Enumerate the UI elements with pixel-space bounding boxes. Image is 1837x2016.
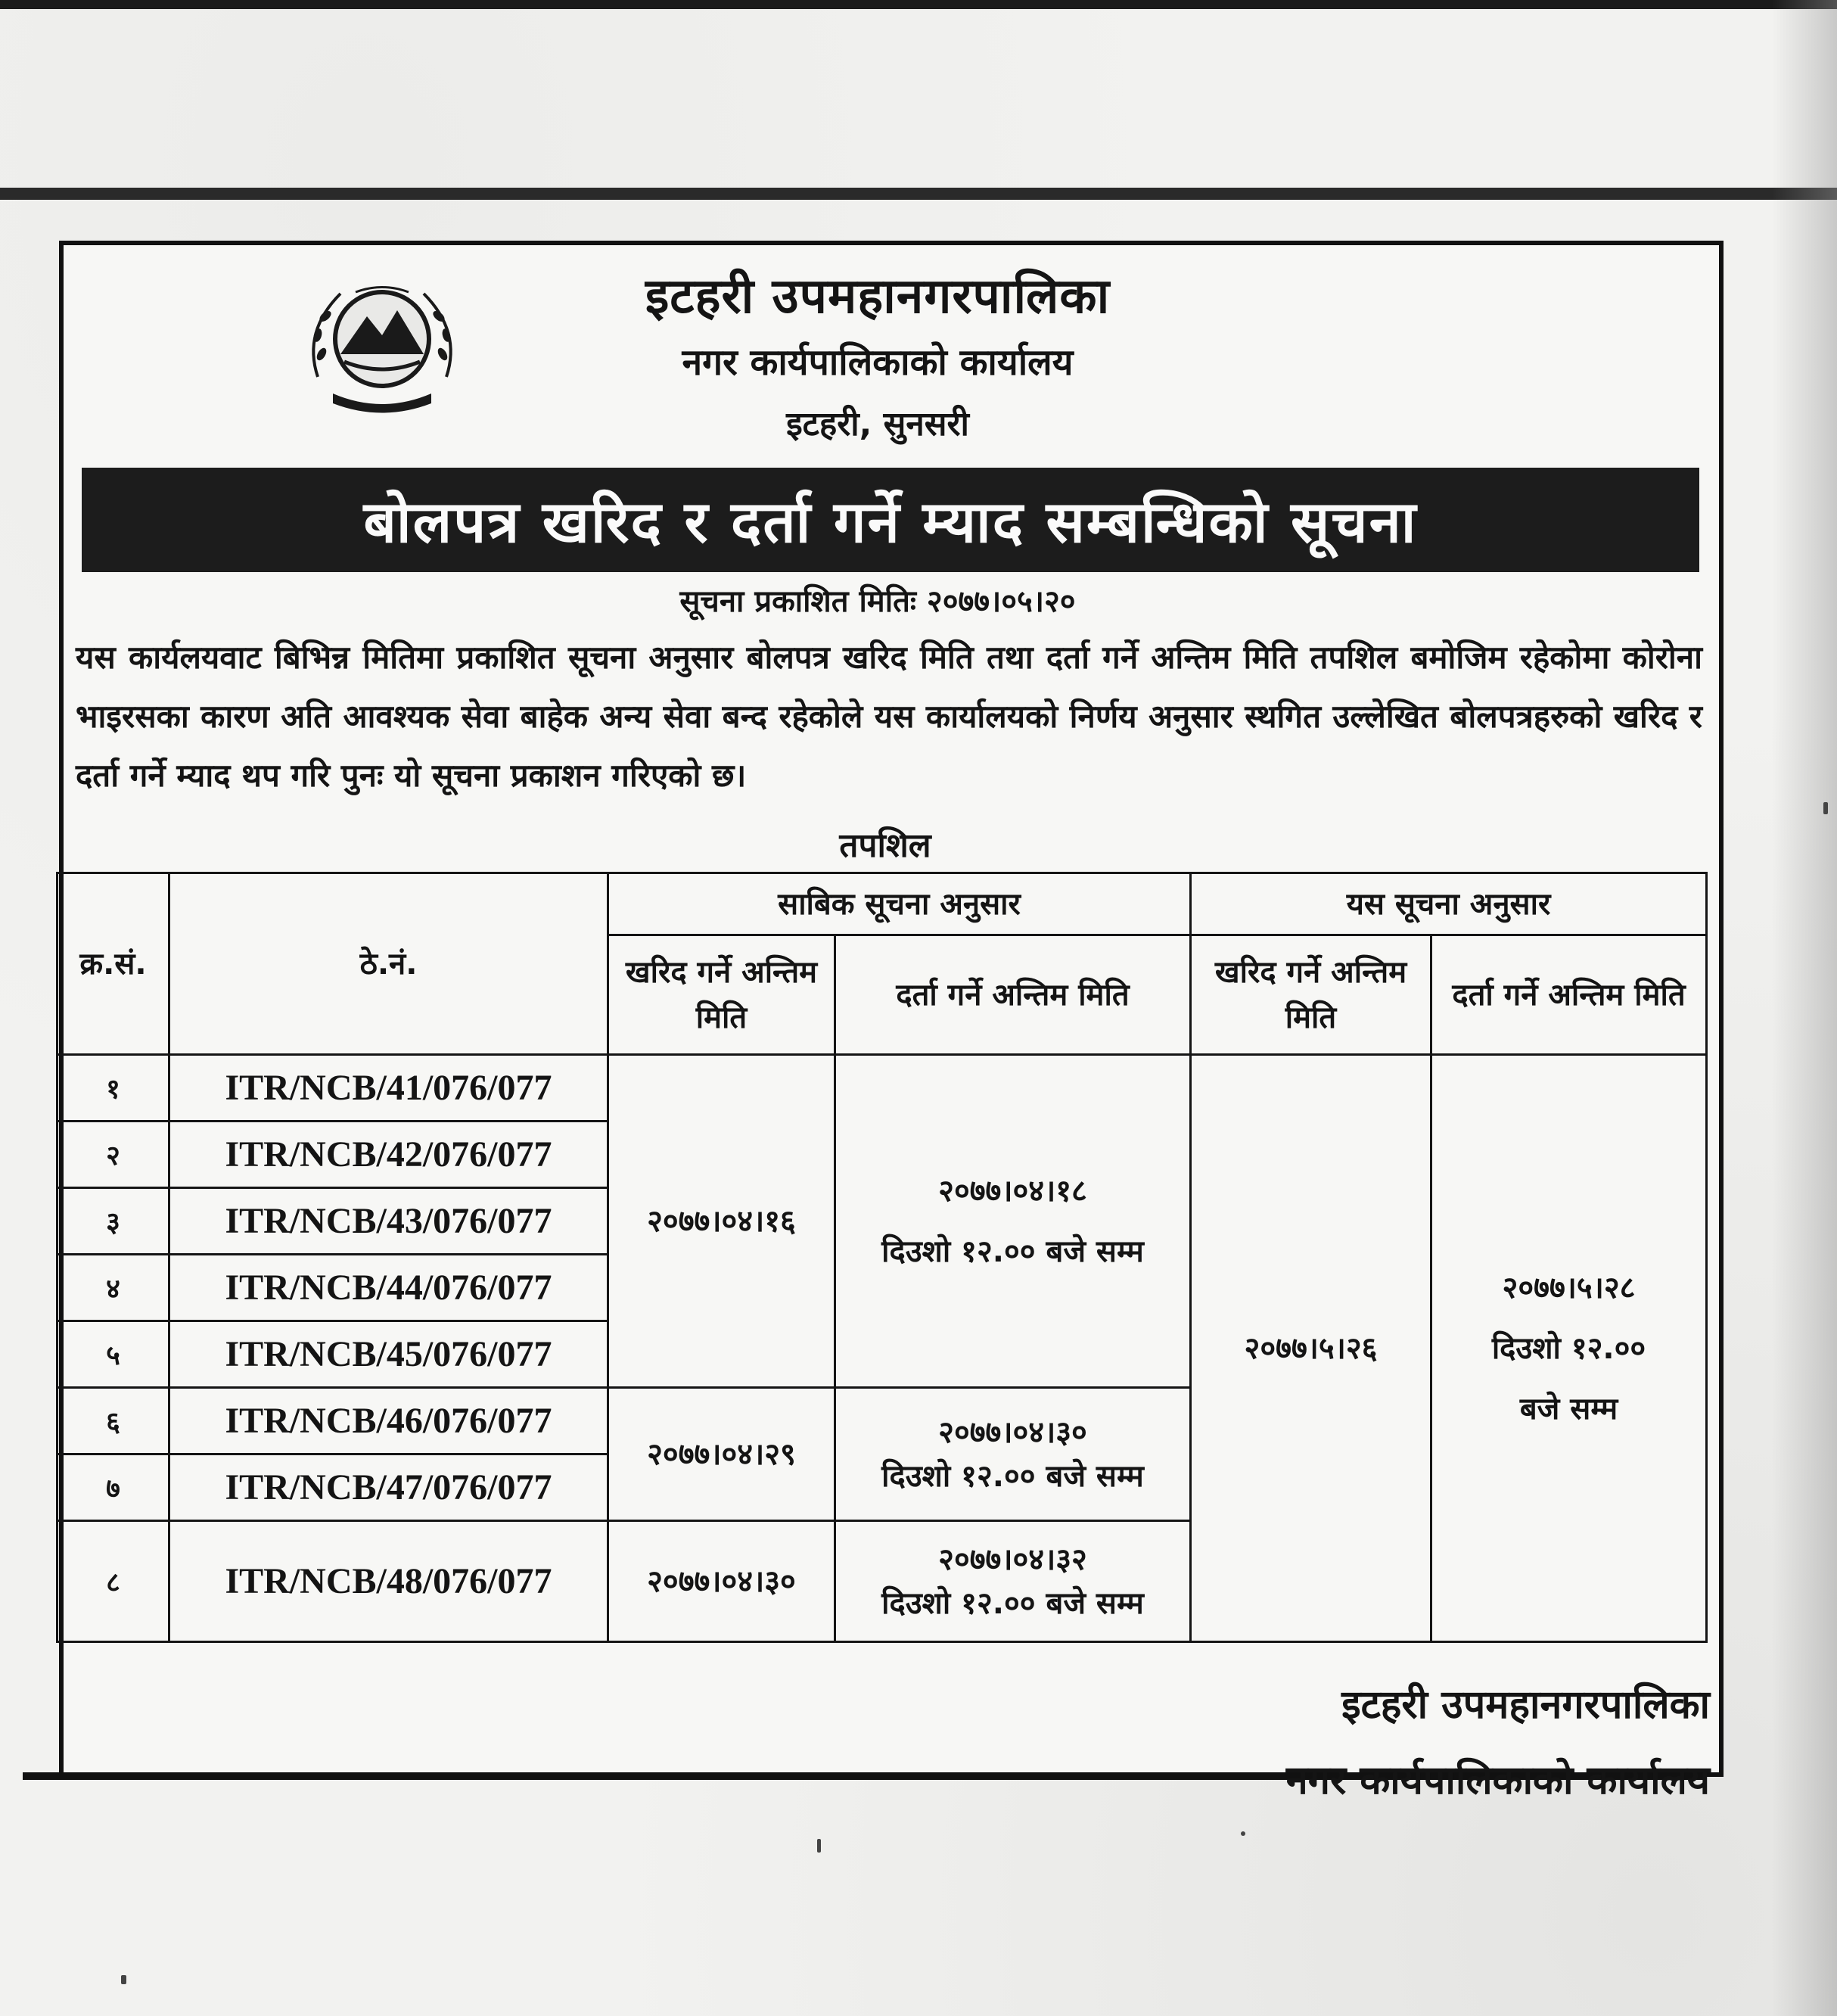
current-registration-date: २०७७।५।२८ (1502, 1270, 1636, 1305)
scan-speck (121, 1975, 126, 1984)
scan-speck (1823, 802, 1828, 814)
row-sn: ७ (58, 1454, 169, 1521)
group-3-registration-time: दिउशो १२.०० बजे सम्म (881, 1585, 1144, 1621)
row-ref: ITR/NCB/43/076/077 (169, 1188, 608, 1255)
group-1-registration-date: २०७७।०४।१८ (938, 1173, 1087, 1209)
org-place: इटहरी, सुनसरी (786, 405, 969, 443)
group-1-registration-time: दिउशो १२.०० बजे सम्म (881, 1234, 1144, 1269)
right-shadow (1772, 0, 1837, 2016)
current-purchase-date: २०७७।५।२६ (1191, 1055, 1431, 1642)
table-row (58, 1055, 1707, 1122)
current-registration-time: दिउशो १२.०० (1491, 1330, 1646, 1366)
notice-body: यस कार्यलयवाट बिभिन्न मितिमा प्रकाशित सूचना अनुसार बोलपत्र खरिद मिति तथा दर्ता गर्ने अन्तिम मिति तपशिल बमोजिम रहेकोमा कोरोना भाइरसका कारण अति आवश्यक सेवा बाहेक अन्य सेवा बन्द रहेकोले यस कार्यालयको निर्णय अनुसार स्थगित उल्लेखित बोलपत्रहरुको खरिद र दर्ता गर्ने म्याद थप गरि पुनः यो सूचना प्रकाशन गरिएको छ। (76, 639, 1702, 794)
schedule-table (56, 872, 1708, 1643)
row-sn: ३ (58, 1188, 169, 1255)
signature-line-1: इटहरी उपमहानगरपालिका (1341, 1682, 1710, 1728)
row-ref: ITR/NCB/45/076/077 (169, 1321, 608, 1388)
group-3-purchase-date: २०७७।०४।३० (608, 1521, 835, 1642)
municipality-emblem-icon (288, 263, 477, 422)
current-registration-suffix: बजे सम्म (1519, 1391, 1618, 1426)
header-new-registration-deadline: दर्ता गर्ने अन्तिम मिति (1431, 935, 1707, 1055)
header-previous-group: साबिक सूचना अनुसार (608, 873, 1191, 935)
row-ref: ITR/NCB/42/076/077 (169, 1122, 608, 1188)
header-sn: क्र.सं. (58, 873, 169, 1055)
banner-title: बोलपत्र खरिद र दर्ता गर्ने म्याद सम्बन्धिको सूचना (363, 487, 1418, 555)
header-purchase-deadline: खरिद गर्ने अन्तिम मिति (608, 935, 835, 1055)
header-new-purchase-deadline: खरिद गर्ने अन्तिम मिति (1191, 935, 1431, 1055)
group-2-purchase-date: २०७७।०४।२९ (608, 1388, 835, 1521)
group-3-registration (835, 1521, 1191, 1642)
group-2-registration-date: २०७७।०४।३० (938, 1414, 1087, 1450)
row-ref: ITR/NCB/48/076/077 (169, 1521, 608, 1642)
row-sn: १ (58, 1055, 169, 1122)
row-sn: ५ (58, 1321, 169, 1388)
org-office: नगर कार्यपालिकाको कार्यालय (682, 341, 1074, 384)
schedule-title: तपशिल (839, 826, 931, 865)
row-ref: ITR/NCB/41/076/077 (169, 1055, 608, 1122)
group-3-registration-date: २०७७।०४।३२ (938, 1542, 1087, 1577)
group-2-registration (835, 1388, 1191, 1521)
row-ref: ITR/NCB/47/076/077 (169, 1454, 608, 1521)
row-ref: ITR/NCB/46/076/077 (169, 1388, 608, 1454)
header-ref: ठे.नं. (169, 873, 608, 1055)
group-2-registration-time: दिउशो १२.०० बजे सम्म (881, 1458, 1144, 1494)
row-sn: २ (58, 1122, 169, 1188)
row-sn: ४ (58, 1255, 169, 1321)
published-date: सूचना प्रकाशित मितिः २०७७।०५।२० (679, 584, 1076, 619)
top-scan-border (0, 0, 1837, 9)
paper-edge (0, 188, 1837, 200)
group-1-registration (835, 1055, 1191, 1388)
row-ref: ITR/NCB/44/076/077 (169, 1255, 608, 1321)
signature-line-2: नगर कार्यपालिकाको कार्यालय (1285, 1758, 1710, 1803)
row-sn: ६ (58, 1388, 169, 1454)
scan-speck (817, 1839, 821, 1853)
row-sn: ८ (58, 1521, 169, 1642)
group-1-purchase-date: २०७७।०४।१६ (608, 1055, 835, 1388)
header-registration-deadline: दर्ता गर्ने अन्तिम मिति (835, 935, 1191, 1055)
current-registration (1431, 1055, 1707, 1642)
org-title: इटहरी उपमहानगरपालिका (645, 269, 1111, 325)
notice-banner (82, 468, 1699, 572)
header-current-group: यस सूचना अनुसार (1191, 873, 1707, 935)
scan-speck (1241, 1831, 1245, 1836)
